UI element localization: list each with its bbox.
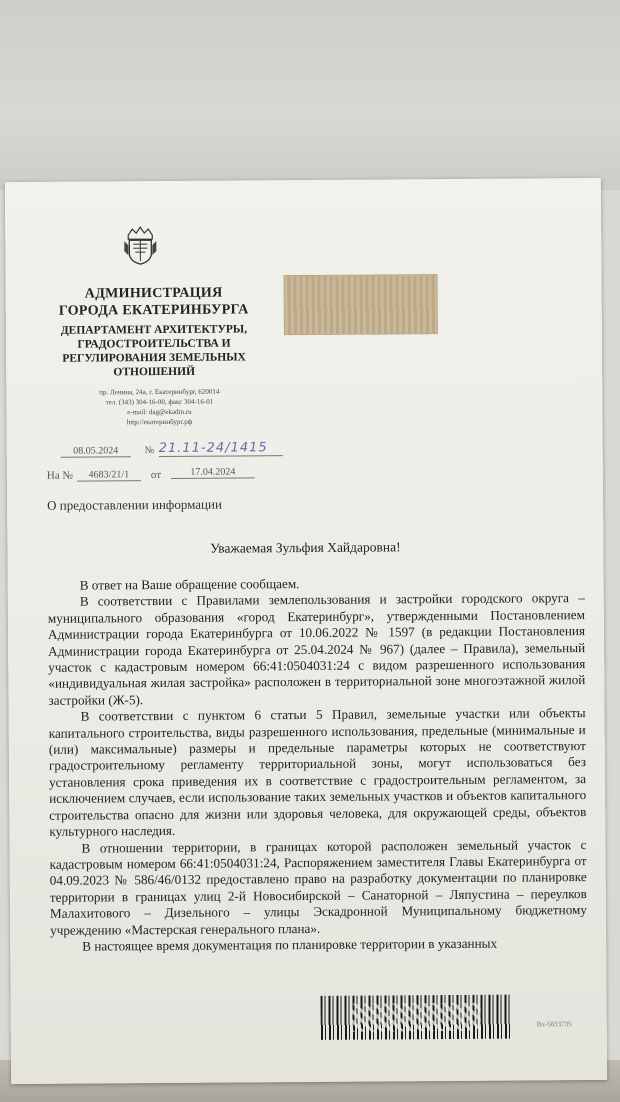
outgoing-registration-row <box>47 440 287 462</box>
letter-subject: О предоставлении информации <box>47 496 222 513</box>
reference-registration-row <box>47 464 287 486</box>
email-line: e-mail: dag@ekadm.ru <box>127 407 192 417</box>
city-coat-of-arms-icon <box>122 225 158 265</box>
organization-block <box>44 284 265 380</box>
paragraph: В ответ на Ваше обращение сообщаем. <box>79 576 300 593</box>
paragraph: В отношении территории, в границах которой расположен земельный участок с кадастровым номером 66:41:0504031:24, Распоряжением заместителя Главы Екатеринбурга от 04.09.2023 № 586/46/0132 предоставлено право на разработку документации по планировке территории в границах улиц 2-й Новосибирской – Санаторной – Ляпустина – переулков Малахитового – Дизельного – улицы Эскадронной Муниципальному бюджетному учреждению «Мастерская генерального плана». <box>49 836 588 938</box>
reference-date: 17.04.2024 <box>171 466 255 479</box>
paragraph: В соответствии с пунктом 6 статьи 5 Правил, земельные участки или объекты капитального строительства, виды разрешенного использования, предельные (минимальные и (или) максимальные) размеры и предельные параметры которых не соответствуют градостроительному регламенту территориальной зоны, могут использоваться без установления срока приведения их в соответствие с градостроительным регламентом, за исключением случаев, если использование таких земельных участков и объектов капитального строительства опасно для жизни или здоровья человека, для окружающей среды, объектов культурного наследия. <box>48 705 587 839</box>
reference-number: 4683/21/1 <box>77 469 141 481</box>
org-title-line1: АДМИНИСТРАЦИЯ <box>84 285 223 302</box>
department-line: ДЕПАРТАМЕНТ АРХИТЕКТУРЫ, <box>60 323 248 337</box>
salutation: Уважаемая Зульфия Хайдаровна! <box>210 539 401 556</box>
background-wall <box>0 0 620 190</box>
letter-sheet <box>5 178 607 1084</box>
department-line: РЕГУЛИРОВАНИЯ ЗЕМЕЛЬНЫХ <box>62 351 246 365</box>
department-line: ОТНОШЕНИЙ <box>113 365 196 379</box>
redacted-addressee-block <box>284 274 438 335</box>
website-line: http://екатеринбург.рф <box>126 417 193 427</box>
reference-label: На № <box>46 469 74 482</box>
reference-from-label: от <box>150 469 162 482</box>
document-barcode <box>321 995 511 1040</box>
address-line: пр. Ленина, 24а, г. Екатеринбург, 620014 <box>99 387 220 397</box>
outgoing-number: 21.11-24/1415 <box>159 440 283 457</box>
outgoing-number-label: № <box>144 445 155 457</box>
phone-line: тел. (343) 304-16-00, факс 304-16-01 <box>105 397 214 407</box>
paragraph: В настоящее время документация по планировке территории в указанных <box>82 935 498 954</box>
contact-details <box>64 386 254 427</box>
letter-body <box>48 574 588 955</box>
department-line: ГРАДОСТРОИТЕЛЬСТВА И <box>77 337 231 351</box>
org-title-line2: ГОРОДА ЕКАТЕРИНБУРГА <box>58 302 249 319</box>
paragraph: В соответствии с Правилами землепользования и застройки городского округа – муниципального образования «город Екатеринбург», утвержденными Постановлением Администрации города Екатеринбурга от 10.06.2022 № 1597 (в редакции Постановления Администрации города Екатеринбурга от 25.04.2024 № 967) (далее – Правила), земельный участок с кадастровым номером 66:41:0504031:24 с видом разрешенного использования «индивидуальная жилая застройка» расположен в территориальной зоне многоэтажной жилой застройки (Ж-5). <box>47 590 586 708</box>
department-name <box>44 322 264 380</box>
document-number: Вх-5833735 <box>536 1020 572 1029</box>
outgoing-date: 08.05.2024 <box>61 445 131 457</box>
